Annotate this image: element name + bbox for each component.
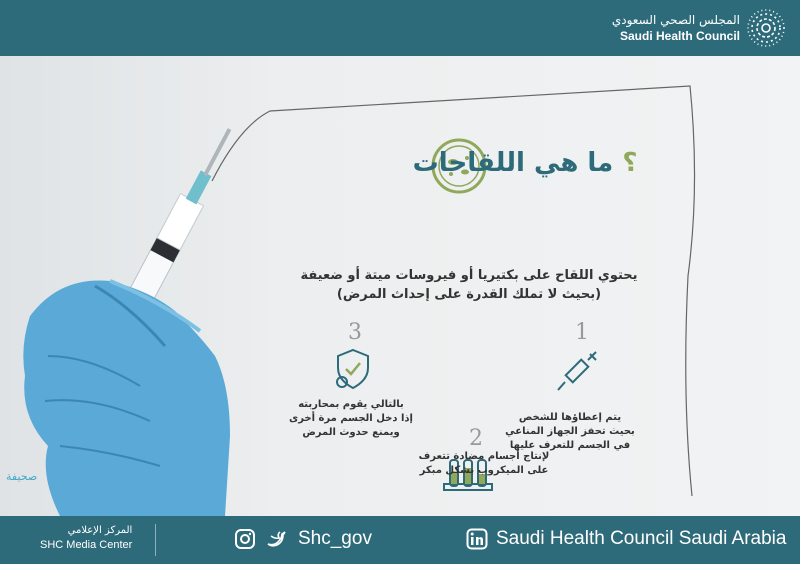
vaccine-description — [270, 266, 668, 304]
header-bar — [0, 0, 800, 56]
step-2-line-2: على الميكروب بشكل مبكر — [419, 465, 549, 476]
step-1-number: 1 — [575, 320, 589, 345]
step-3-line-2: إذا دخل الجسم مرة أخرى — [289, 413, 413, 424]
media-center — [40, 524, 132, 552]
step-2-line-1: لإنتاج أجسام مضادة تتعرف — [418, 451, 550, 462]
title-text: ما هي اللقاحات — [412, 148, 614, 178]
org-name-arabic: المجلس الصحي السعودي — [611, 13, 740, 27]
twitter-icon[interactable] — [266, 528, 288, 550]
step-2-caption — [406, 450, 562, 478]
linkedin-link[interactable] — [466, 528, 786, 550]
step-3-line-1: بالتالي يقوم بمحاربته — [298, 399, 404, 410]
description-line-2: (بحيث لا تملك القدرة على إحداث المرض) — [336, 287, 602, 302]
watermark: صحيفة — [6, 470, 38, 483]
question-mark: ؟ — [622, 148, 638, 178]
step-1-text — [500, 411, 640, 453]
organization-name — [612, 12, 740, 44]
step-3-text — [286, 398, 416, 440]
linkedin-icon — [466, 528, 488, 550]
description-line-1: يحتوي اللقاح على بكتيريا أو فيروسات ميتة أو ضعيفة — [300, 268, 638, 283]
step-3-line-3: ويمنع حدوث المرض — [302, 427, 400, 438]
media-center-english: SHC Media Center — [40, 539, 133, 551]
step-1-line-1: يتم إعطاؤها للشخص — [518, 412, 622, 423]
step-3-number: 3 — [348, 320, 362, 345]
linkedin-name: Saudi Health Council Saudi Arabia — [496, 528, 787, 549]
infographic-area — [0, 56, 800, 516]
main-title — [370, 148, 680, 178]
footer-divider — [155, 524, 156, 556]
instagram-icon[interactable] — [234, 528, 256, 550]
footer-bar — [0, 516, 800, 564]
social-handles — [234, 528, 372, 550]
step-1-line-3: في الجسم للتعرف عليها — [509, 440, 631, 451]
media-center-arabic: المركز الإعلامي — [67, 525, 133, 536]
org-name-english: Saudi Health Council — [619, 29, 740, 43]
shield-check-icon — [330, 346, 376, 392]
shc-logo-icon — [746, 8, 786, 48]
syringe-icon — [552, 348, 602, 398]
step-1-line-2: بحيث تحفز الجهاز المناعي — [505, 426, 635, 437]
social-handle[interactable]: Shc_gov — [298, 528, 372, 549]
step-2-number: 2 — [469, 426, 483, 451]
